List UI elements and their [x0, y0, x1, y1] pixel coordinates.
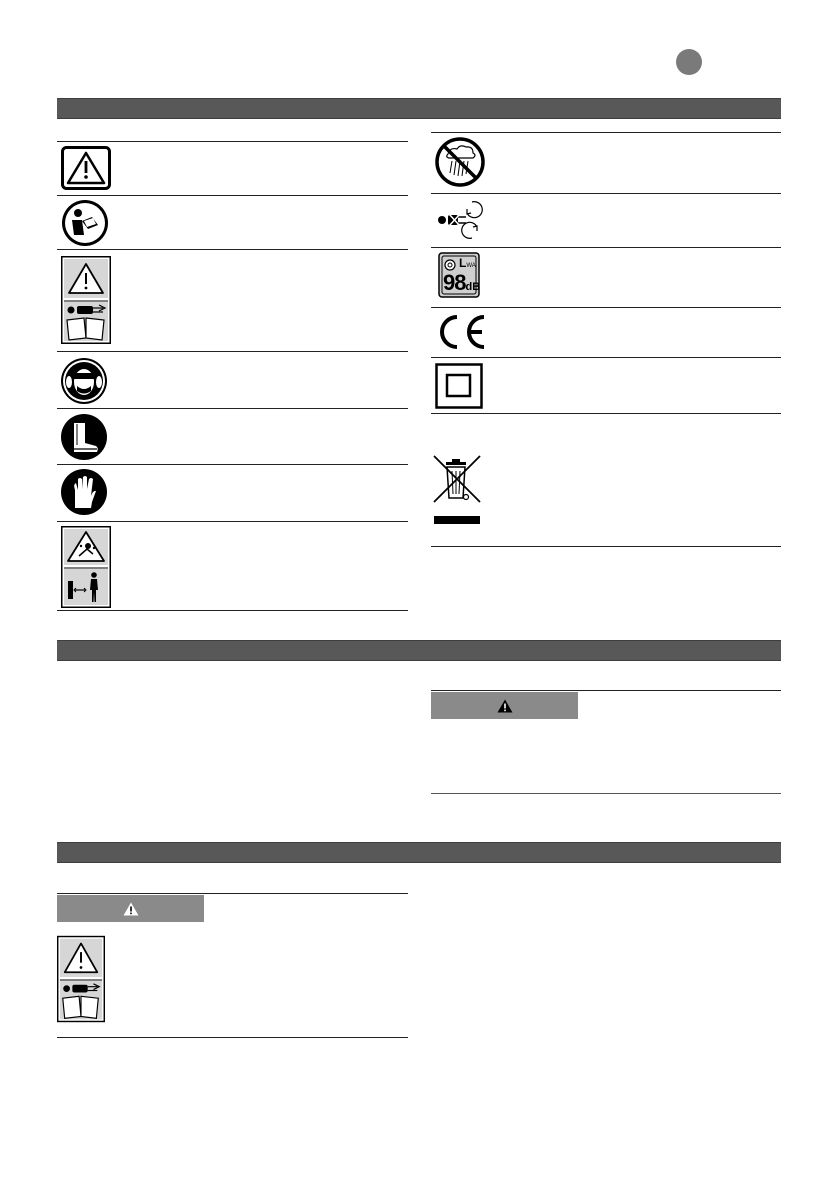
row-divider — [57, 521, 408, 522]
warning-box-bottom-rule — [431, 793, 781, 794]
warning-tab — [57, 895, 204, 922]
warning-box-top-rule — [431, 690, 781, 691]
safety-boots-icon — [59, 413, 109, 461]
warning-box-bottom-rule — [57, 1037, 408, 1038]
row-divider — [57, 141, 408, 142]
row-divider — [431, 132, 781, 133]
sound-level-value: 98dB — [443, 270, 481, 295]
row-divider — [431, 357, 781, 358]
warning-unplug-read-manual-icon — [61, 256, 111, 344]
row-divider — [431, 193, 781, 194]
section-header-bar-3 — [57, 842, 781, 863]
warning-triangle-icon — [123, 902, 139, 916]
thrown-objects-keep-distance-icon — [61, 526, 111, 608]
unplug-icon — [436, 199, 484, 241]
warning-triangle-icon — [497, 699, 513, 713]
warning-unplug-read-manual-icon — [57, 934, 105, 1024]
sound-level-sub: WA — [466, 263, 476, 269]
row-divider — [57, 195, 408, 196]
row-divider — [431, 546, 781, 547]
warning-tab — [431, 692, 578, 719]
safety-gloves-icon — [59, 468, 109, 516]
row-divider — [57, 610, 408, 611]
page-marker — [676, 49, 702, 75]
no-rain-icon — [434, 136, 486, 188]
read-manual-icon — [60, 199, 110, 247]
row-divider — [57, 351, 408, 352]
sound-level-unit: dB — [465, 281, 481, 293]
section-header-bar-symbols — [57, 98, 781, 119]
row-divider — [431, 413, 781, 414]
row-divider — [431, 307, 781, 308]
warning-triangle-icon — [61, 146, 111, 190]
row-divider — [431, 247, 781, 248]
weee-bin-icon — [432, 454, 484, 526]
section-header-bar-2 — [57, 640, 781, 661]
double-insulation-icon — [435, 363, 483, 409]
row-divider — [57, 408, 408, 409]
eye-ear-protection-icon — [59, 357, 109, 405]
warning-box-top-rule — [57, 893, 408, 894]
sound-level-label: LWA — [459, 256, 476, 270]
ce-mark-icon — [435, 313, 489, 351]
row-divider — [57, 464, 408, 465]
row-divider — [57, 249, 408, 250]
